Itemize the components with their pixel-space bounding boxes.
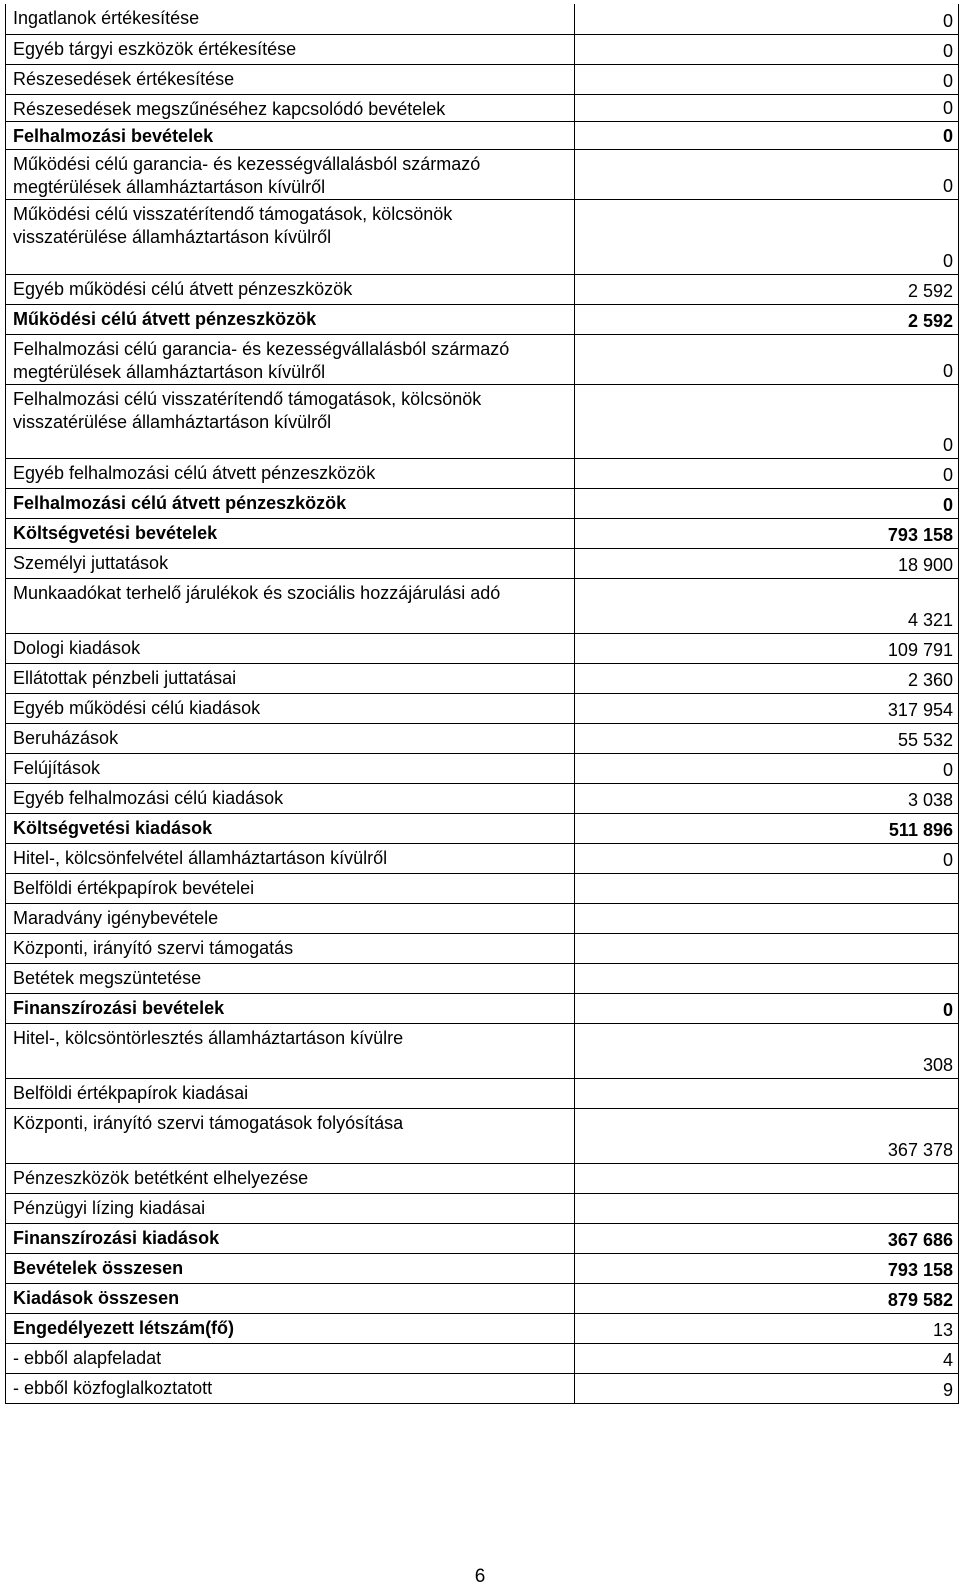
row-label: Finanszírozási bevételek — [6, 993, 575, 1023]
row-value — [575, 1163, 959, 1193]
row-label: Betétek megszüntetése — [6, 963, 575, 993]
row-label: Egyéb működési célú átvett pénzeszközök — [6, 274, 575, 304]
table-row — [6, 334, 959, 384]
row-label: Belföldi értékpapírok kiadásai — [6, 1078, 575, 1108]
row-value: 18 900 — [575, 548, 959, 578]
row-label: Egyéb működési célú kiadások — [6, 693, 575, 723]
table-row — [6, 1023, 959, 1078]
row-label: Hitel-, kölcsönfelvétel államháztartáson kívülről — [6, 843, 575, 873]
table-row — [6, 64, 959, 94]
page-number: 6 — [474, 1566, 486, 1587]
row-value: 0 — [575, 94, 959, 121]
table-row — [6, 1193, 959, 1223]
row-label: Beruházások — [6, 723, 575, 753]
row-label: Kiadások összesen — [6, 1283, 575, 1313]
table-row — [6, 578, 959, 633]
budget-table-container — [5, 4, 958, 1404]
row-value: 0 — [575, 753, 959, 783]
row-value: 2 592 — [575, 274, 959, 304]
row-value: 0 — [575, 458, 959, 488]
row-value: 3 038 — [575, 783, 959, 813]
row-value: 0 — [575, 149, 959, 199]
table-row — [6, 1283, 959, 1313]
table-row — [6, 121, 959, 149]
row-label: Egyéb tárgyi eszközök értékesítése — [6, 34, 575, 64]
row-label: Felhalmozási célú garancia- és kezességvállalásból származó megtérülések államháztartáson kívülről — [6, 334, 575, 384]
row-value: 0 — [575, 4, 959, 34]
table-row — [6, 1253, 959, 1283]
row-value: 317 954 — [575, 693, 959, 723]
table-row — [6, 693, 959, 723]
table-row — [6, 1313, 959, 1343]
row-label: Pénzeszközök betétként elhelyezése — [6, 1163, 575, 1193]
row-value: 4 321 — [575, 578, 959, 633]
budget-table-body — [6, 4, 959, 1403]
table-row — [6, 813, 959, 843]
row-value: 367 378 — [575, 1108, 959, 1163]
row-label: Működési célú átvett pénzeszközök — [6, 304, 575, 334]
row-label: Hitel-, kölcsöntörlesztés államháztartáson kívülre — [6, 1023, 575, 1078]
row-value: 109 791 — [575, 633, 959, 663]
row-label: Munkaadókat terhelő járulékok és szociális hozzájárulási adó — [6, 578, 575, 633]
table-row — [6, 199, 959, 274]
row-label: Felhalmozási célú visszatérítendő támogatások, kölcsönök visszatérülése államháztartáson kívülről — [6, 384, 575, 458]
row-value: 367 686 — [575, 1223, 959, 1253]
table-row — [6, 783, 959, 813]
row-value: 9 — [575, 1373, 959, 1403]
row-label: Felhalmozási célú átvett pénzeszközök — [6, 488, 575, 518]
budget-table — [5, 4, 959, 1404]
row-label: Engedélyezett létszám(fő) — [6, 1313, 575, 1343]
row-value: 4 — [575, 1343, 959, 1373]
row-label: - ebből közfoglalkoztatott — [6, 1373, 575, 1403]
table-row — [6, 843, 959, 873]
row-value: 0 — [575, 488, 959, 518]
row-label: Személyi juttatások — [6, 548, 575, 578]
row-value: 0 — [575, 199, 959, 274]
table-row — [6, 458, 959, 488]
row-value — [575, 873, 959, 903]
table-row — [6, 488, 959, 518]
row-label: Költségvetési kiadások — [6, 813, 575, 843]
table-row — [6, 903, 959, 933]
table-row — [6, 1163, 959, 1193]
row-value: 2 592 — [575, 304, 959, 334]
row-value: 793 158 — [575, 1253, 959, 1283]
row-value: 13 — [575, 1313, 959, 1343]
row-label: Egyéb felhalmozási célú kiadások — [6, 783, 575, 813]
row-label: Központi, irányító szervi támogatás — [6, 933, 575, 963]
row-value: 793 158 — [575, 518, 959, 548]
table-row — [6, 518, 959, 548]
table-row — [6, 933, 959, 963]
row-label: Bevételek összesen — [6, 1253, 575, 1283]
row-label: Ingatlanok értékesítése — [6, 4, 575, 34]
table-row — [6, 1373, 959, 1403]
row-label: Működési célú garancia- és kezességvállalásból származó megtérülések államháztartáson kívülről — [6, 149, 575, 199]
row-value: 0 — [575, 34, 959, 64]
row-label: Felújítások — [6, 753, 575, 783]
row-value: 0 — [575, 121, 959, 149]
row-value: 511 896 — [575, 813, 959, 843]
row-label: Felhalmozási bevételek — [6, 121, 575, 149]
row-value: 0 — [575, 993, 959, 1023]
row-label: Maradvány igénybevétele — [6, 903, 575, 933]
table-row — [6, 34, 959, 64]
table-row — [6, 993, 959, 1023]
row-label: Belföldi értékpapírok bevételei — [6, 873, 575, 903]
row-value — [575, 933, 959, 963]
row-value: 0 — [575, 384, 959, 458]
table-row — [6, 663, 959, 693]
row-value: 0 — [575, 843, 959, 873]
table-row — [6, 304, 959, 334]
row-label: Pénzügyi lízing kiadásai — [6, 1193, 575, 1223]
table-row — [6, 633, 959, 663]
row-label: Központi, irányító szervi támogatások folyósítása — [6, 1108, 575, 1163]
table-row — [6, 548, 959, 578]
table-row — [6, 753, 959, 783]
row-label: Dologi kiadások — [6, 633, 575, 663]
table-row — [6, 149, 959, 199]
row-value: 0 — [575, 334, 959, 384]
row-label: - ebből alapfeladat — [6, 1343, 575, 1373]
table-row — [6, 1078, 959, 1108]
table-row — [6, 274, 959, 304]
row-label: Finanszírozási kiadások — [6, 1223, 575, 1253]
table-row — [6, 1343, 959, 1373]
row-value: 0 — [575, 64, 959, 94]
row-value: 55 532 — [575, 723, 959, 753]
table-row — [6, 4, 959, 34]
table-row — [6, 723, 959, 753]
row-label: Költségvetési bevételek — [6, 518, 575, 548]
row-value: 2 360 — [575, 663, 959, 693]
row-value — [575, 1193, 959, 1223]
row-value — [575, 963, 959, 993]
row-value: 879 582 — [575, 1283, 959, 1313]
table-row — [6, 384, 959, 458]
row-label: Ellátottak pénzbeli juttatásai — [6, 663, 575, 693]
table-row — [6, 873, 959, 903]
table-row — [6, 1223, 959, 1253]
row-label: Egyéb felhalmozási célú átvett pénzeszközök — [6, 458, 575, 488]
row-value — [575, 903, 959, 933]
row-value — [575, 1078, 959, 1108]
row-label: Működési célú visszatérítendő támogatások, kölcsönök visszatérülése államháztartáson kívülről — [6, 199, 575, 274]
table-row — [6, 94, 959, 121]
row-value: 308 — [575, 1023, 959, 1078]
row-label: Részesedések értékesítése — [6, 64, 575, 94]
table-row — [6, 1108, 959, 1163]
row-label: Részesedések megszűnéséhez kapcsolódó bevételek — [6, 94, 575, 121]
table-row — [6, 963, 959, 993]
